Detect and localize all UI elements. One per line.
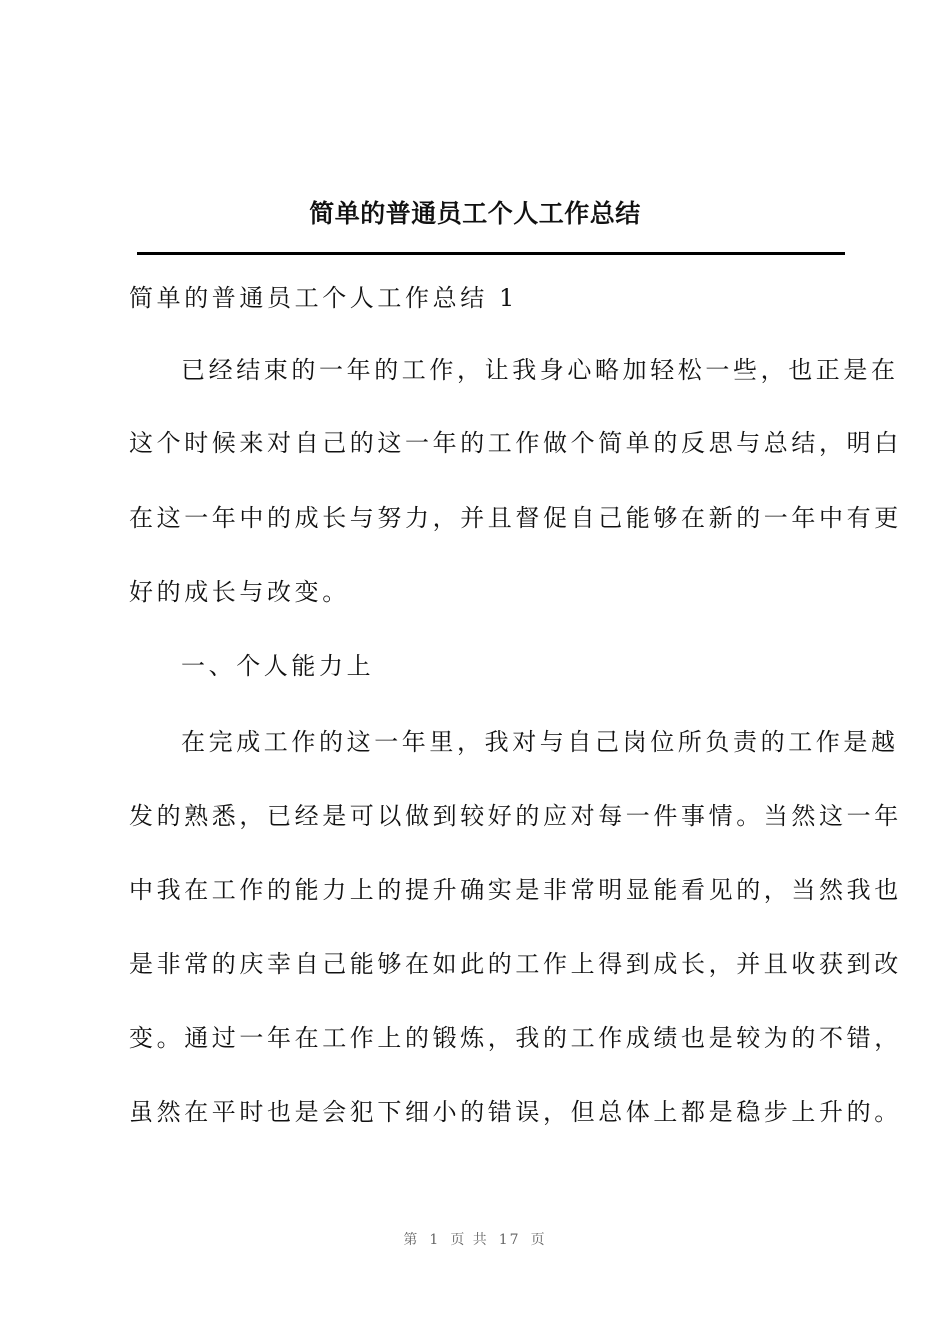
paragraph-2-line-3: 中我在工作的能力上的提升确实是非常明显能看见的，当然我也 — [129, 876, 902, 904]
footer-current-page: 1 — [429, 1232, 441, 1248]
paragraph-2-line-2: 发的熟悉，已经是可以做到较好的应对每一件事情。当然这一年 — [129, 802, 902, 830]
title-underline — [137, 252, 845, 255]
footer-total-pages: 17 — [498, 1232, 521, 1248]
section-heading: 简单的普通员工个人工作总结 1 — [129, 284, 518, 312]
paragraph-2-line-5: 变。通过一年在工作上的锻炼，我的工作成绩也是较为的不错， — [129, 1024, 902, 1052]
page-footer — [0, 1229, 950, 1249]
paragraph-2-line-4: 是非常的庆幸自己能够在如此的工作上得到成长，并且收获到改 — [129, 950, 902, 978]
footer-page-label: 第 — [403, 1232, 420, 1248]
paragraph-1-line-3: 在这一年中的成长与努力，并且督促自己能够在新的一年中有更 — [129, 504, 902, 532]
document-title: 简单的普通员工个人工作总结 — [309, 199, 641, 228]
paragraph-1-line-1: 已经结束的一年的工作，让我身心略加轻松一些，也正是在 — [181, 356, 899, 384]
paragraph-2-line-6: 虽然在平时也是会犯下细小的错误，但总体上都是稳步上升的。 — [129, 1098, 902, 1126]
paragraph-1-line-2: 这个时候来对自己的这一年的工作做个简单的反思与总结，明白 — [129, 429, 902, 457]
paragraph-2-line-1: 在完成工作的这一年里，我对与自己岗位所负责的工作是越 — [181, 728, 899, 756]
paragraph-1-line-4: 好的成长与改变。 — [129, 578, 350, 606]
footer-pages-suffix: 页 — [530, 1232, 547, 1248]
footer-of-label: 页 共 — [450, 1232, 489, 1248]
subheading-personal-ability: 一、个人能力上 — [181, 652, 375, 680]
